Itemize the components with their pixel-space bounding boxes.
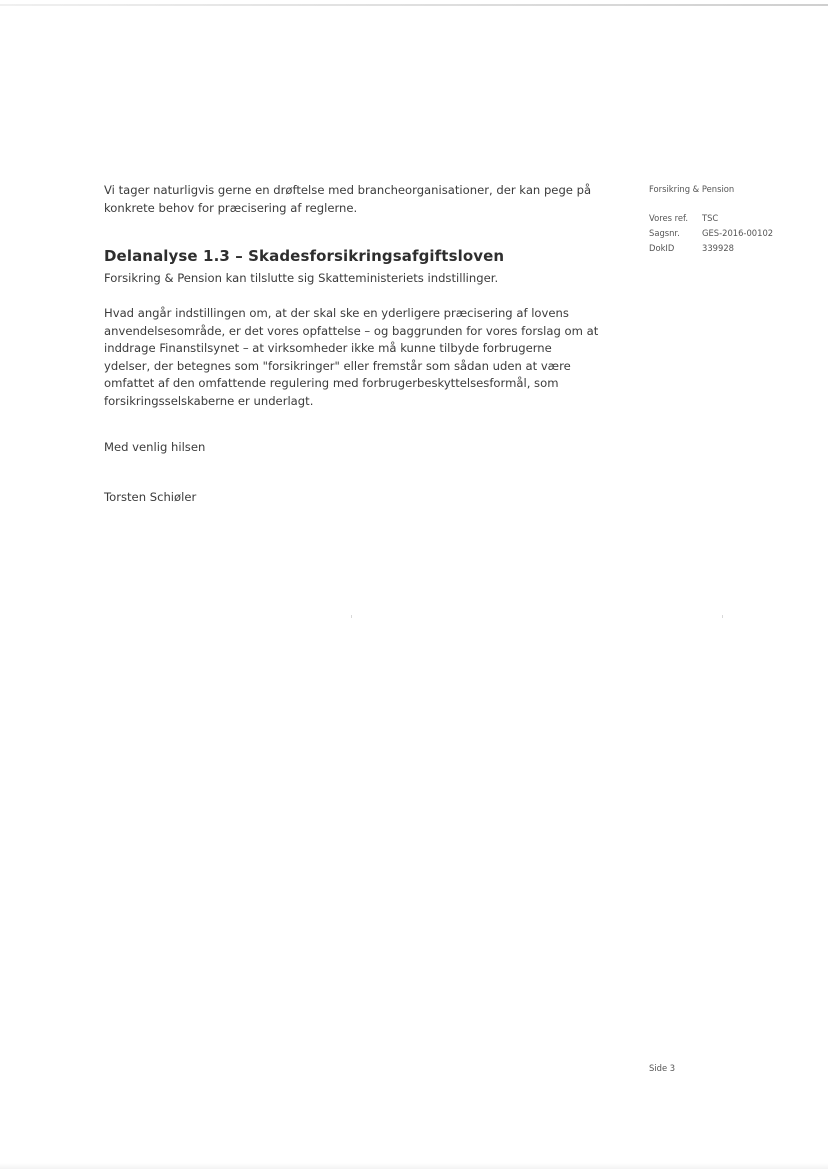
reference-value: TSC: [702, 213, 719, 223]
signature-name: Torsten Schiøler: [104, 490, 197, 504]
intro-paragraph: Vi tager naturligvis gerne en drøftelse med brancheorganisationer, der kan pege på konkrete behov for præcisering af reglerne.: [104, 183, 592, 215]
reference-label: DokID: [649, 243, 675, 253]
reference-value: 339928: [702, 243, 734, 253]
scan-speck: [351, 615, 352, 618]
reference-row: [649, 241, 819, 256]
sidebar-reference-block: [649, 184, 819, 256]
reference-label: Vores ref.: [649, 213, 689, 223]
section-heading: Delanalyse 1.3 – Skadesforsikringsafgiftsloven: [104, 247, 505, 265]
page-number: Side 3: [649, 1063, 676, 1073]
main-paragraph: Hvad angår indstillingen om, at der skal ske en yderligere præcisering af lovens anvendelsesområde, er det vores opfattelse – og baggrunden for vores forslag om at inddrage Finanstilsynet – at virksomheder ikke må kunne tilbyde forbrugerne ydelser, der betegnes som "forsikringer" eller fremstår som sådan uden at være omfattet af den omfattende regulering med forbrugerbeskyttelsesformål, som forsikringsselskaberne er underlagt.: [104, 306, 599, 408]
reference-row: [649, 226, 819, 241]
scan-edge-bottom: [0, 1163, 828, 1169]
reference-value: GES-2016-00102: [702, 228, 774, 238]
closing-greeting: Med venlig hilsen: [104, 440, 206, 454]
lead-paragraph: Forsikring & Pension kan tilslutte sig Skatteministeriets indstillinger.: [104, 271, 499, 285]
reference-label: Sagsnr.: [649, 228, 680, 238]
scan-speck: [722, 615, 723, 618]
reference-row: [649, 211, 819, 226]
scan-edge-top: [0, 4, 828, 6]
sidebar-organization: Forsikring & Pension: [649, 184, 735, 194]
